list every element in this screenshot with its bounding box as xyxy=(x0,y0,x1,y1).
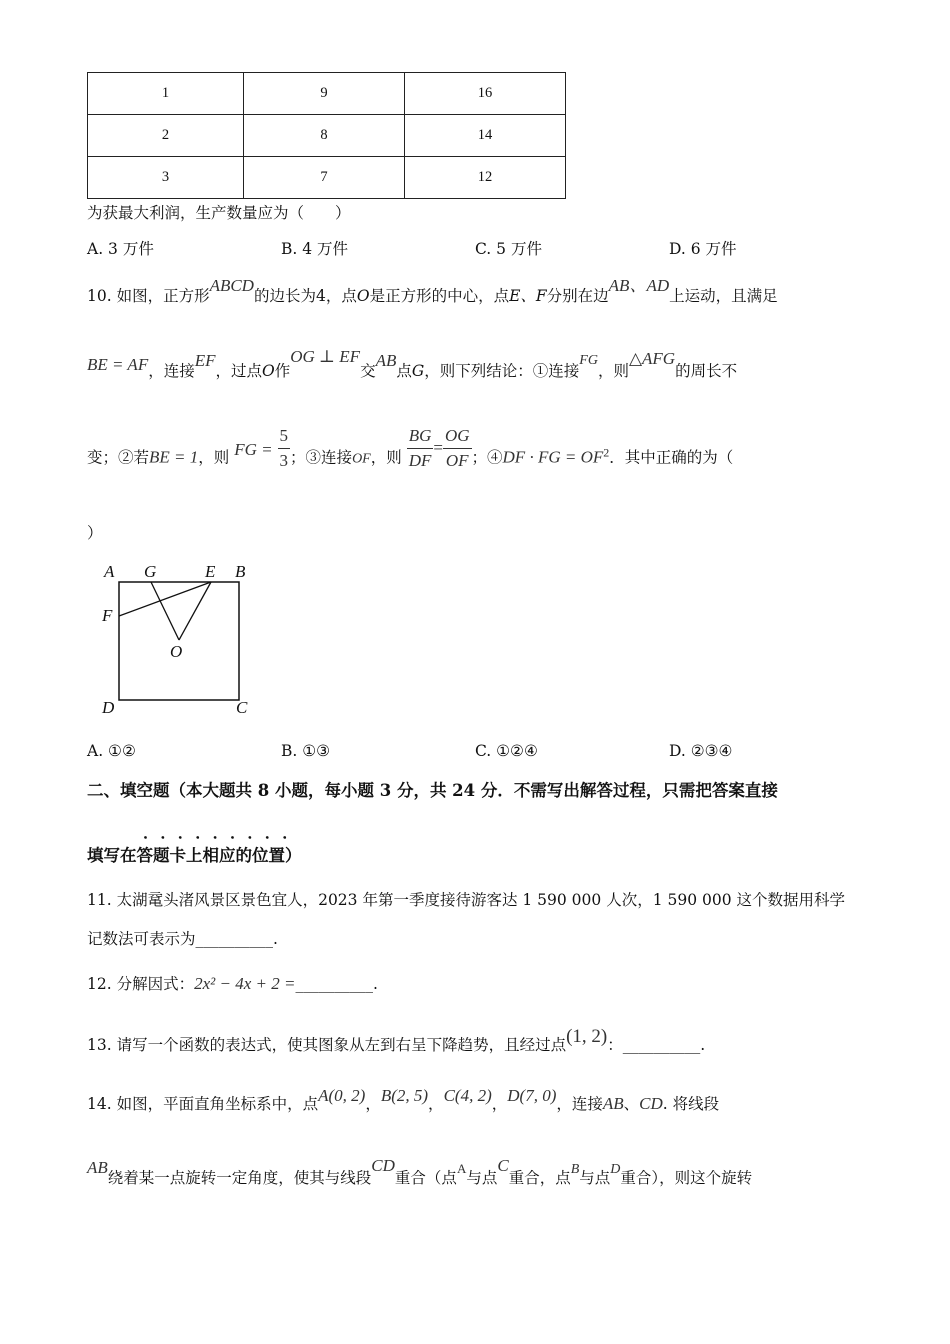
q10-figure xyxy=(95,558,265,723)
q10-math: = xyxy=(433,437,443,457)
q10-math: DF · FG = OF xyxy=(502,447,604,467)
q10-math: ABCD xyxy=(209,276,254,295)
q10-text: 作 xyxy=(274,362,291,380)
q12-text: 12. 分解因式： xyxy=(87,975,195,993)
q14-math: A xyxy=(456,1161,467,1176)
q10-math: OG ⊥ EF xyxy=(290,347,361,366)
q14-point: A(0, 2) xyxy=(318,1086,366,1105)
table-cell: 3 xyxy=(88,157,244,199)
q14-point: B(2, 5) xyxy=(380,1086,429,1105)
q11-line1: 11. 太湖鼋头渚风景区景色宜人，2023 年第一季度接待游客达 1 590 000 人次，1 590 000 这个数据用科学 xyxy=(87,891,846,909)
q13-math: (1, 2) xyxy=(566,1026,608,1047)
q14-text: 绕着某一点旋转一定角度，使其与线段 xyxy=(107,1169,372,1187)
q10-text: ；③连接 xyxy=(290,448,353,467)
q10-text: 10. 如图，正方形 xyxy=(87,287,210,305)
q10-math: G xyxy=(411,362,425,380)
q10-line1 xyxy=(87,276,778,306)
q10-text: 变；②若 xyxy=(87,448,150,467)
q13-line xyxy=(87,1026,706,1055)
q14-math: CD xyxy=(639,1094,663,1113)
q10-text: ，则 xyxy=(597,362,629,380)
q10-math: BE = 1 xyxy=(149,447,199,467)
q10-math: AB、AD xyxy=(608,276,670,295)
q10-math: EF xyxy=(194,351,216,370)
q10-text: 的周长不 xyxy=(675,362,738,380)
q10-math: OF xyxy=(352,451,371,467)
q14-math: D xyxy=(610,1162,621,1177)
q14-text: 与点 xyxy=(466,1169,498,1187)
q10-math: E、F xyxy=(509,287,547,305)
table-cell: 12 xyxy=(405,157,566,199)
q10-math: △AFG xyxy=(628,349,676,368)
q10-option-a: A. ①② xyxy=(87,742,136,760)
q10-math: FG = xyxy=(234,439,273,459)
q14-math: B xyxy=(570,1162,580,1177)
q10-line4: ） xyxy=(87,524,103,542)
q13-blank: ：__________. xyxy=(607,1036,706,1054)
q10-option-c: C. ①②④ xyxy=(475,742,538,760)
q14-point: C(4, 2) xyxy=(443,1086,492,1105)
data-table xyxy=(87,72,566,199)
label-b: B xyxy=(235,562,246,581)
q10-text: ，过点 xyxy=(215,362,263,380)
q10-math: 2 xyxy=(603,445,610,460)
q12-line xyxy=(87,974,378,994)
table-cell: 14 xyxy=(405,115,566,157)
q10-text: 交 xyxy=(360,362,376,380)
q10-text: ；④ xyxy=(471,448,503,467)
q14-text: 、 xyxy=(623,1095,640,1113)
q14-text: 重合（点 xyxy=(394,1169,457,1187)
q10-math: O xyxy=(262,362,275,380)
segment-go xyxy=(151,582,179,640)
square xyxy=(119,582,239,700)
q10-math: O xyxy=(356,287,370,305)
q11-line2: 记数法可表示为__________. xyxy=(87,930,278,948)
table-cell: 8 xyxy=(244,115,405,157)
q14-text: 14. 如图，平面直角坐标系中，点 xyxy=(87,1095,319,1113)
q12-math: 2x² − 4x + 2 = xyxy=(194,974,296,993)
table-row xyxy=(88,157,566,199)
label-f: F xyxy=(102,606,113,625)
q9-question: 为获最大利润，生产数量应为（ ） xyxy=(87,204,351,222)
q14-math: C xyxy=(497,1156,509,1175)
table-cell: 2 xyxy=(88,115,244,157)
q10-math: FG xyxy=(579,353,598,368)
segment-eo xyxy=(179,582,211,640)
q14-math: AB xyxy=(602,1094,624,1113)
q12-blank: __________. xyxy=(295,975,378,993)
q10-text: ，则 xyxy=(198,448,230,467)
table-cell: 7 xyxy=(244,157,405,199)
q10-fraction: $\frac{OG}{OF}$ xyxy=(444,426,470,470)
label-d: D xyxy=(102,698,115,717)
q10-text: 是正方形的中心，点 xyxy=(369,287,510,305)
q10-option-b: B. ①③ xyxy=(281,742,331,760)
q10-math: BE = AF xyxy=(87,355,149,374)
q10-text: 的边长为4，点 xyxy=(253,287,357,305)
q10-fraction: $\frac{5}{3}$ xyxy=(279,426,289,470)
table-cell: 1 xyxy=(88,73,244,115)
q14-point: D(7, 0) xyxy=(507,1086,557,1105)
label-g: G xyxy=(144,562,157,581)
q10-line2 xyxy=(87,347,738,383)
section2-heading-line2: 填写在答题卡上相应的位置） xyxy=(87,846,302,865)
table-cell: 9 xyxy=(244,73,405,115)
label-c: C xyxy=(236,698,248,717)
q14-line2 xyxy=(87,1156,753,1190)
label-o: O xyxy=(170,642,183,661)
q13-text: 13. 请写一个函数的表达式，使其图象从左到右呈下降趋势，且经过点 xyxy=(87,1036,567,1054)
section2-heading-line1: 二、填空题（本大题共 8 小题，每小题 3 分，共 24 分．不需写出解答过程，只需把答案直接 xyxy=(87,781,778,800)
q10-text: ，则下列结论：①连接 xyxy=(424,362,580,380)
q14-math: CD xyxy=(371,1156,395,1175)
q10-text: ，连接 xyxy=(148,362,195,380)
q14-text: 与点 xyxy=(579,1169,611,1187)
q10-option-d: D. ②③④ xyxy=(669,742,733,760)
q9-option-a: A. 3 万件 xyxy=(87,240,154,258)
q10-math: AB xyxy=(375,351,397,370)
q14-text: 重合，点 xyxy=(508,1169,571,1187)
q14-text: 重合），则这个旋转 xyxy=(620,1169,753,1187)
q10-text: ．其中正确的为（ xyxy=(609,448,734,467)
q14-text: ，连接 xyxy=(556,1095,603,1113)
q10-text: 上运动，且满足 xyxy=(669,287,778,305)
q14-math: AB xyxy=(87,1158,108,1177)
q14-line1: 14. 如图，平面直角坐标系中，点A(0, 2)，B(2, 5)，C(4, 2)，D(7, 0)，连接AB、CD. 将线段 xyxy=(87,1086,720,1113)
q9-option-d: D. 6 万件 xyxy=(669,240,737,258)
table-row xyxy=(88,115,566,157)
table-row xyxy=(88,73,566,115)
q10-line3 xyxy=(87,426,734,483)
q9-option-b: B. 4 万件 xyxy=(281,240,349,258)
q10-text: ，则 xyxy=(370,448,402,467)
q10-text: 分别在边 xyxy=(546,287,609,305)
q10-text: 点 xyxy=(396,362,412,380)
q10-fraction: $\frac{BG}{DF}$ xyxy=(408,426,432,470)
label-a: A xyxy=(104,562,115,581)
table-cell: 16 xyxy=(405,73,566,115)
q14-text: . 将线段 xyxy=(662,1095,720,1113)
label-e: E xyxy=(205,562,216,581)
q9-option-c: C. 5 万件 xyxy=(475,240,542,258)
emphasis-dots: ．．．．．．．．． xyxy=(143,823,308,842)
